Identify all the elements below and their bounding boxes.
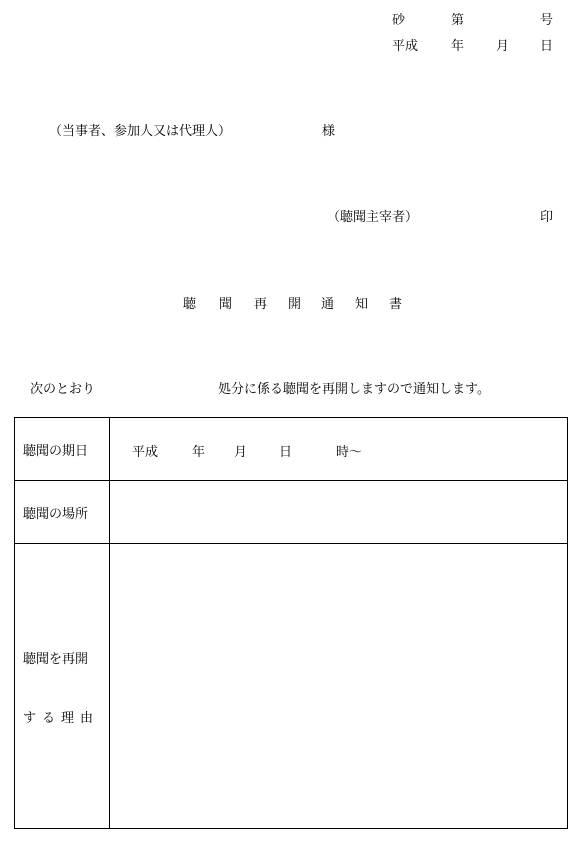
- header-era: 平成: [392, 39, 419, 54]
- date-row-value: [110, 418, 568, 481]
- document-title: [0, 297, 583, 313]
- title-char: 知: [355, 297, 369, 312]
- title-char: 再: [254, 297, 268, 312]
- title-char: 聴: [183, 297, 197, 312]
- addressee-label: （当事者、参加人又は代理人）: [49, 124, 232, 139]
- reason-row-label: [15, 544, 110, 829]
- intro-right: 処分に係る聴聞を再開しますので通知します。: [218, 382, 490, 397]
- intro-left: 次のとおり: [30, 382, 96, 397]
- place-row-label: 聴聞の場所: [15, 481, 110, 544]
- reason-row-value: [110, 544, 568, 829]
- seal-mark: 印: [540, 210, 554, 225]
- place-row: [15, 481, 568, 544]
- date-era: 平成: [132, 445, 159, 460]
- date-year: 年: [192, 445, 206, 460]
- header-sha-char: 砂: [392, 13, 406, 28]
- date-day: 日: [279, 445, 293, 460]
- reason-row: [15, 544, 568, 829]
- header-month: 月: [496, 39, 510, 54]
- sender-label: （聴聞主宰者）: [327, 210, 419, 225]
- date-row-label: 聴聞の期日: [15, 418, 110, 481]
- header-year: 年: [451, 39, 465, 54]
- header-day: 日: [540, 39, 554, 54]
- header-dai-char: 第: [451, 13, 465, 28]
- header-go-char: 号: [540, 13, 554, 28]
- date-month: 月: [234, 445, 248, 460]
- title-char: 書: [389, 297, 403, 312]
- title-char: 開: [288, 297, 302, 312]
- date-time: 時～: [336, 445, 363, 460]
- title-char: 通: [321, 297, 335, 312]
- reason-label-line1: 聴聞を再開: [23, 652, 89, 667]
- addressee-honorific: 様: [322, 124, 336, 139]
- notice-table: [14, 417, 568, 829]
- date-row: [15, 418, 568, 481]
- title-char: 聞: [219, 297, 233, 312]
- reason-label-line2: する理由: [23, 711, 100, 726]
- place-row-value: [110, 481, 568, 544]
